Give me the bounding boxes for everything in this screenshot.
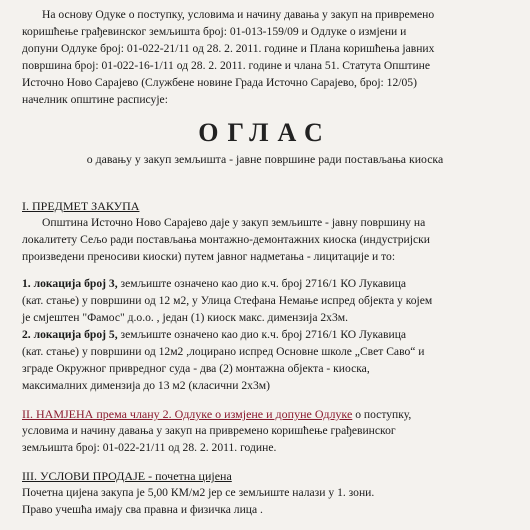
section-3-heading: III. УСЛОВИ ПРОДАЈЕ - почетна цијена — [22, 469, 232, 483]
location-2-label: 2. локација број 5, — [22, 328, 118, 341]
location-1-label: 1. локација број 3, — [22, 277, 118, 290]
intro-line: начелник општине расписује: — [22, 93, 168, 106]
location-1-line: (кат. стање) у површини од 12 м2, у Улица Стефана Немање испред објекта у којем — [22, 294, 433, 307]
location-1-first-line — [22, 277, 406, 290]
intro-line: Источно Ново Сарајево (Службене новине Града Источно Сарајево, број: 12/05) — [22, 76, 417, 89]
section-1-heading: I. ПРЕДМЕТ ЗАКУПА — [22, 199, 140, 213]
intro-line: површина број: 01-022-16-1/11 од 28. 2. 2011. године и члана 51. Статута Општине — [22, 59, 431, 72]
section-1-line: локалитету Сељо ради постављања монтажно-демонтажних киоска (индустријски — [22, 233, 430, 246]
section-2-line: условима и начину давања у закуп на привремено коришћење грађевинског — [22, 424, 396, 437]
section-2-tail: о поступку, — [352, 408, 412, 421]
location-2-line: зграде Окружног привредног суда - два (2) монтажна објекта - киоска, — [22, 362, 370, 375]
page-subtitle: о давању у закуп земљишта - јавне површине ради постављања киоска — [86, 152, 444, 166]
section-1-line: произведени преносиви киоски) путем јавног надметања - лицитације и то: — [22, 250, 396, 263]
intro-line: допуни Одлуке број: 01-022-21/11 од 28. 2. 2011. године и Плана коришћења јавних — [22, 42, 435, 55]
section-2-line: земљишта број: 01-022-21/11 од 28. 2. 2011. године. — [22, 441, 277, 454]
page-title: ОГЛАС — [198, 118, 332, 147]
location-2-line: максималних димензија до 13 м2 (класични 2х3м) — [22, 379, 270, 392]
location-2-first-line — [22, 328, 406, 341]
location-1-line: је смјештен "Фамос" д.о.о. , један (1) киоск макс. димензија 2х3м. — [22, 311, 349, 324]
section-2-first-line — [22, 407, 411, 422]
location-2-text: земљиште означено као дио к.ч. број 2716/1 КО Лукавица — [117, 328, 407, 341]
section-3-line: Почетна цијена закупа је 5,00 КМ/м2 јер се земљиште налази у 1. зони. — [22, 486, 375, 499]
location-2-line: (кат. стање) у површини од 12м2 ,лоцирано испред Основне школе „Свет Саво“ и — [22, 345, 425, 358]
section-3-line: Право учешћа имају сва правна и физичка лица . — [22, 503, 263, 516]
section-1-line: Општина Источно Ново Сарајево даје у закуп земљиште - јавну површину на — [42, 216, 426, 229]
location-1-text: земљиште означено као дио к.ч. број 2716/1 КО Лукавица — [117, 277, 407, 290]
intro-line: На основу Одуке о поступку, условима и начину давања у закуп на привремено — [42, 8, 435, 21]
intro-line: коришћење грађевинског земљишта број: 01-013-159/09 и Одлуке о измјени и — [22, 25, 407, 38]
section-2-heading: II. НАМЈЕНА према члану 2. Одлуке о измјене и допуне Одлуке — [22, 407, 353, 421]
